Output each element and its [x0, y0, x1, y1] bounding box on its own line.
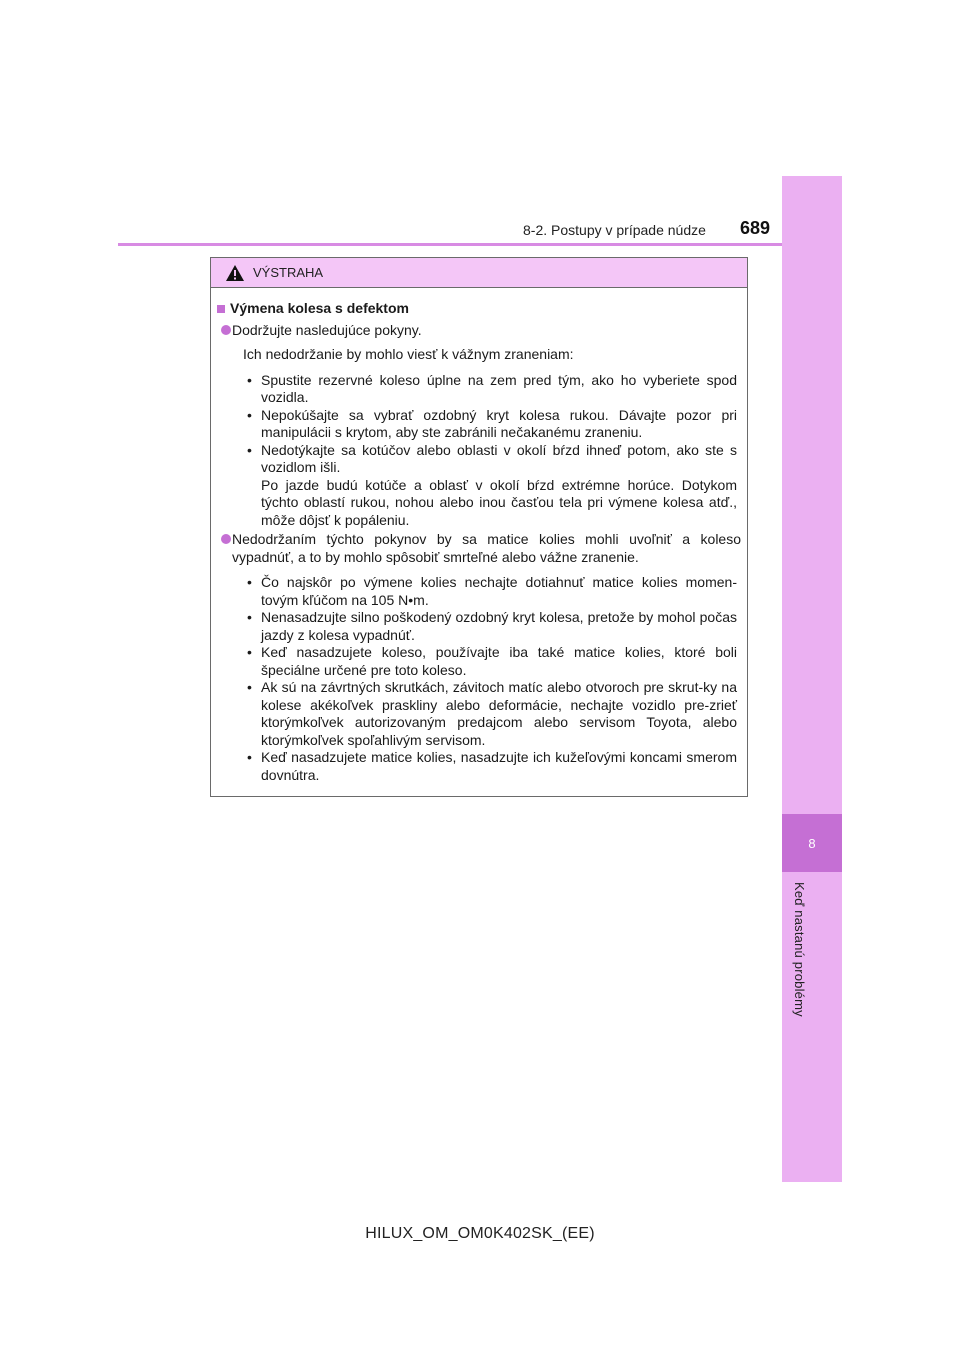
header-divider: [118, 243, 782, 246]
square-bullet-icon: [217, 305, 225, 313]
bullet-text: Keď nasadzujete koleso, používajte iba také matice kolies, ktoré boli špeciálne určené pre toto koleso.: [261, 644, 737, 678]
list-item: [217, 531, 741, 566]
section-title: [217, 300, 741, 318]
item-lead: Nedodržaním týchto pokynov by sa matice kolies mohli uvoľniť a koleso vypadnúť, a to by mohlo spôsobiť smrteľné alebo vážne zranenie.: [232, 531, 741, 565]
document-code: HILUX_OM_OM0K402SK_(EE): [365, 1225, 595, 1242]
section-title-text: Výmena kolesa s defektom: [230, 300, 409, 316]
item-lead: Dodržujte nasledujúce pokyny.: [232, 321, 422, 338]
bullet-item: • Ak sú na závrtných skrutkách, závitoch matíc alebo otvoroch pre skrut-ky na kolese akékoľvek praskliny alebo deformácie, nechajte vozidlo pre-zrieť ktorýmkoľvek autorizovaným predajcom alebo servisom Toyota, alebo ktorýmkoľvek spoľahlivým servisom.: [247, 679, 737, 748]
warning-label: VÝSTRAHA: [253, 265, 324, 280]
bullet-continuation: Po jazde budú kotúče a oblasť v okolí bŕzd extrémne horúce. Dotykom týchto oblastí rukou, nohou alebo inou časťou tela pri výmene kolesa atď., môže dôjsť k popáleniu.: [261, 476, 737, 528]
bullet-item: • Nedotýkajte sa kotúčov alebo oblasti v okolí bŕzd ihneď potom, ako ste s vozidlom išli. Po jazde budú kotúče a oblasť v okolí bŕzd extrémne horúce. Dotykom týchto oblastí rukou, nohou alebo inou časťou tela pri výmene kolesa atď., môže dôjsť k popáleniu.: [247, 441, 737, 528]
bullet-item: • Keď nasadzujete matice kolies, nasadzujte ich kužeľovými koncami smerom dovnútra.: [247, 749, 737, 783]
bullet-list: [217, 574, 741, 784]
bullet-item: • Keď nasadzujete koleso, používajte iba také matice kolies, ktoré boli špeciálne určené pre toto koleso.: [247, 644, 737, 678]
bullet-text: Nenasadzujte silno poškodený ozdobný kryt kolesa, pretože by mohol počas jazdy z kolesa vypadnúť.: [261, 609, 737, 643]
page-number: 689: [740, 218, 771, 238]
warning-triangle-icon: [225, 264, 245, 282]
bullet-item: • Čo najskôr po výmene kolies nechajte dotiahnuť matice kolies momen-tovým kľúčom na 105 N•m.: [247, 574, 737, 608]
circle-bullet-icon: [221, 534, 231, 544]
chapter-number-tab: 8: [782, 814, 842, 872]
chapter-label: Keď nastanú problémy: [792, 882, 807, 1017]
warning-content: [211, 288, 747, 784]
bullet-list: [217, 372, 741, 530]
bullet-text: Nedotýkajte sa kotúčov alebo oblasti v okolí bŕzd ihneď potom, ako ste s vozidlom išli.: [261, 441, 737, 475]
bullet-text: Čo najskôr po výmene kolies nechajte dotiahnuť matice kolies momen-tovým kľúčom na 105 N•m.: [261, 574, 737, 608]
bullet-text: Nepokúšajte sa vybrať ozdobný kryt kolesa rukou. Dávajte pozor pri manipulácii s krytom, aby ste zabránili nečakanému zraneniu.: [261, 406, 737, 440]
bullet-text: Keď nasadzujete matice kolies, nasadzujte ich kužeľovými koncami smerom dovnútra.: [261, 749, 737, 783]
warning-header: [211, 258, 747, 288]
circle-bullet-icon: [221, 325, 231, 335]
warning-box: [210, 257, 748, 797]
bullet-text: Spustite rezervné koleso úplne na zem pred tým, ako ho vyberiete spod vozidla.: [261, 371, 737, 405]
bullet-text: Ak sú na závrtných skrutkách, závitoch matíc alebo otvoroch pre skrut-ky na kolese akékoľvek praskliny alebo deformácie, nechajte vozidlo pre-zrieť ktorýmkoľvek autorizovaným predajcom alebo servisom Toyota, alebo ktorýmkoľvek spoľahlivým servisom.: [261, 679, 737, 748]
section-header: 8-2. Postupy v prípade núdze: [523, 222, 706, 238]
bullet-item: • Spustite rezervné koleso úplne na zem pred tým, ako ho vyberiete spod vozidla.: [247, 371, 737, 405]
bullet-item: • Nenasadzujte silno poškodený ozdobný kryt kolesa, pretože by mohol počas jazdy z kolesa vypadnúť.: [247, 609, 737, 643]
bullet-item: • Nepokúšajte sa vybrať ozdobný kryt kolesa rukou. Dávajte pozor pri manipulácii s krytom, aby ste zabránili nečakanému zraneniu.: [247, 406, 737, 440]
item-paragraph: Ich nedodržanie by mohlo viesť k vážnym zraneniam:: [243, 346, 574, 362]
list-item: [217, 322, 741, 340]
